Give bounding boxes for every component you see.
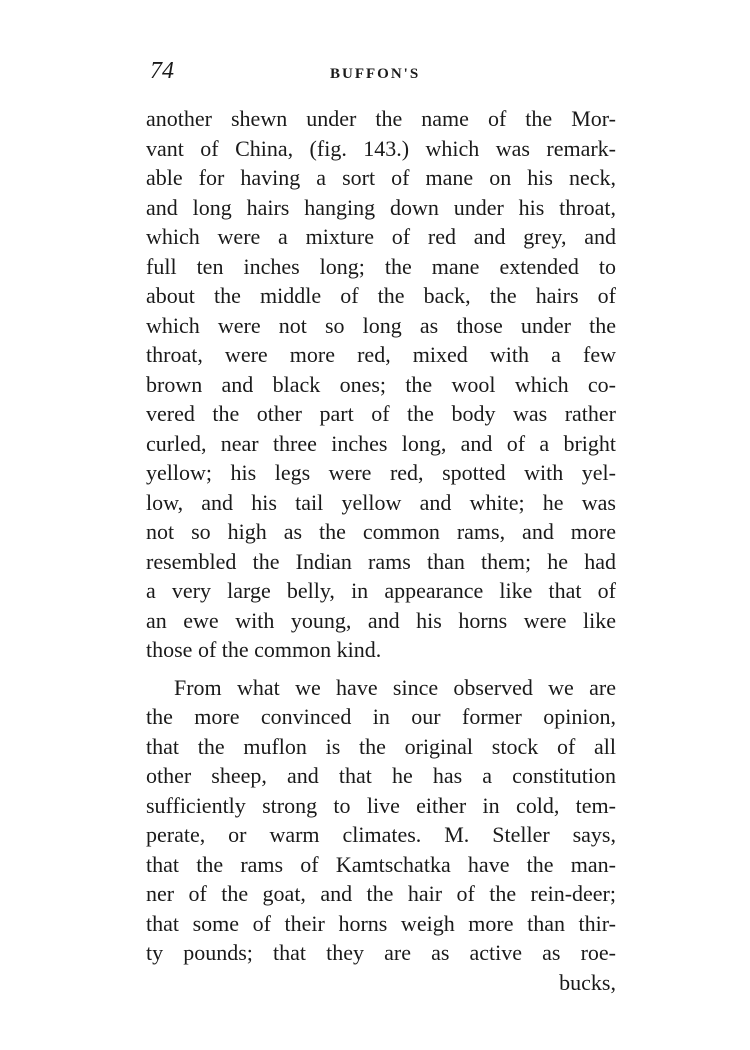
text-line: yellow; his legs were red, spotted with yel- (146, 460, 616, 485)
text-line: brown and black ones; the wool which co- (146, 371, 616, 397)
text-line: those of the common kind. (146, 637, 382, 662)
running-head: BUFFON'S (330, 66, 421, 82)
text-line: curled, near three inches long, and of a bright (146, 430, 616, 456)
text-line: which were a mixture of red and grey, and (146, 224, 616, 249)
text-line: that the muflon is the original stock of all (146, 733, 616, 759)
text-line: perate, or warm climates. M. Steller says, (146, 822, 616, 847)
text-line: ty pounds; that they are as active as roe- (146, 940, 616, 965)
text-line: sufficiently strong to live either in cold, tem- (146, 792, 616, 818)
text-line: able for having a sort of mane on his neck, (146, 165, 616, 190)
text-line: other sheep, and that he has a constitution (146, 763, 616, 788)
paragraph-2 (146, 673, 616, 968)
text-line: throat, were more red, mixed with a few (146, 342, 616, 367)
text-line: about the middle of the back, the hairs of (146, 283, 616, 308)
text-line: that some of their horns weigh more than thir- (146, 910, 616, 936)
text-line: not so high as the common rams, and more (146, 519, 616, 544)
text-line: low, and his tail yellow and white; he was (146, 489, 616, 515)
text-line: full ten inches long; the mane extended to (146, 253, 616, 279)
body-text (146, 104, 616, 997)
text-line: and long hairs hanging down under his throat, (146, 194, 616, 220)
page-number: 74 (150, 58, 174, 84)
text-line: vant of China, (fig. 143.) which was remark- (146, 135, 616, 161)
paragraph-1 (146, 104, 616, 665)
catchword: bucks, (559, 969, 616, 995)
text-line: an ewe with young, and his horns were like (146, 607, 616, 633)
text-line: resembled the Indian rams than them; he had (146, 548, 616, 574)
paragraph-gap (146, 665, 616, 673)
text-line: that the rams of Kamtschatka have the man- (146, 851, 616, 877)
text-line: the more convinced in our former opinion, (146, 704, 616, 729)
text-line: ner of the goat, and the hair of the rein-deer; (146, 881, 616, 906)
text-line: a very large belly, in appearance like that of (146, 578, 616, 603)
text-line: another shewn under the name of the Mor- (146, 106, 616, 131)
text-line: which were not so long as those under the (146, 312, 616, 338)
text-line: vered the other part of the body was rather (146, 401, 616, 426)
text-line: From what we have since observed we are (174, 674, 616, 700)
